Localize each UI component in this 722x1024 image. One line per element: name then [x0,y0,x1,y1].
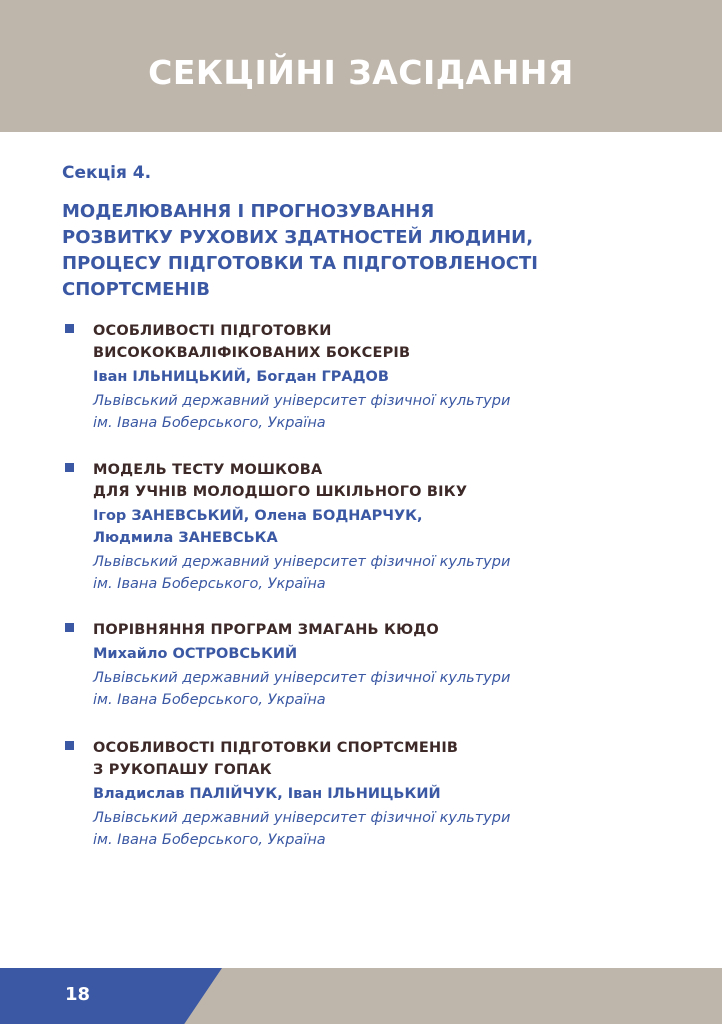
talk-title-line: ОСОБЛИВОСТІ ПІДГОТОВКИ [93,323,332,339]
talk-title [93,459,673,503]
bullet-square-icon [65,741,74,750]
entry-body [93,320,673,434]
header-banner [0,0,722,132]
footer-accent [0,968,222,1024]
affiliation-line: Львівський державний університет фізичної культури [93,554,511,570]
affiliation-line: Львівський державний університет фізичної культури [93,670,511,686]
affiliation-line: ім. Івана Боберського, Україна [93,692,326,708]
section-title-line: СПОРТСМЕНІВ [62,279,210,300]
authors-line: Михайло ОСТРОВСЬКИЙ [93,646,298,662]
authors-line: Людмила ЗАНЕВСЬКА [93,530,278,546]
authors-line: Іван ІЛЬНИЦЬКИЙ, Богдан ГРАДОВ [93,369,389,385]
affiliation [93,667,673,711]
affiliation [93,390,673,434]
affiliation-line: Львівський державний університет фізичної культури [93,393,511,409]
talk-title-line: ДЛЯ УЧНІВ МОЛОДШОГО ШКІЛЬНОГО ВІКУ [93,484,468,500]
section-title-line: МОДЕЛЮВАННЯ І ПРОГНОЗУВАННЯ [62,201,435,222]
authors [93,643,673,665]
section-title [62,199,622,303]
talk-title-line: МОДЕЛЬ ТЕСТУ МОШКОВА [93,462,323,478]
talk-title-line: ВИСОКОКВАЛІФІКОВАНИХ БОКСЕРІВ [93,345,411,361]
talk-title [93,619,673,641]
talk-title-line: З РУКОПАШУ ГОПАК [93,762,272,778]
bullet-square-icon [65,463,74,472]
section-title-line: ПРОЦЕСУ ПІДГОТОВКИ ТА ПІДГОТОВЛЕНОСТІ [62,253,538,274]
talk-title [93,737,673,781]
affiliation [93,807,673,851]
bullet-square-icon [65,623,74,632]
talk-title-line: ОСОБЛИВОСТІ ПІДГОТОВКИ СПОРТСМЕНІВ [93,740,459,756]
authors [93,366,673,388]
affiliation-line: ім. Івана Боберського, Україна [93,576,326,592]
affiliation [93,551,673,595]
bullet-square-icon [65,324,74,333]
talk-title [93,320,673,364]
affiliation-line: ім. Івана Боберського, Україна [93,415,326,431]
section-title-line: РОЗВИТКУ РУХОВИХ ЗДАТНОСТЕЙ ЛЮДИНИ, [62,227,534,248]
authors [93,783,673,805]
authors-line: Ігор ЗАНЕВСЬКИЙ, Олена БОДНАРЧУК, [93,508,423,524]
entry-body [93,737,673,851]
affiliation-line: Львівський державний університет фізичної культури [93,810,511,826]
page-title: СЕКЦІЙНІ ЗАСІДАННЯ [148,53,574,92]
affiliation-line: ім. Івана Боберського, Україна [93,832,326,848]
authors-line: Владислав ПАЛІЙЧУК, Іван ІЛЬНИЦЬКИЙ [93,786,441,802]
page-number: 18 [65,984,91,1005]
section-number: Секція 4. [62,163,152,183]
talk-title-line: ПОРІВНЯННЯ ПРОГРАМ ЗМАГАНЬ КЮДО [93,622,439,638]
entry-body [93,619,673,711]
authors [93,505,673,549]
entry-body [93,459,673,595]
